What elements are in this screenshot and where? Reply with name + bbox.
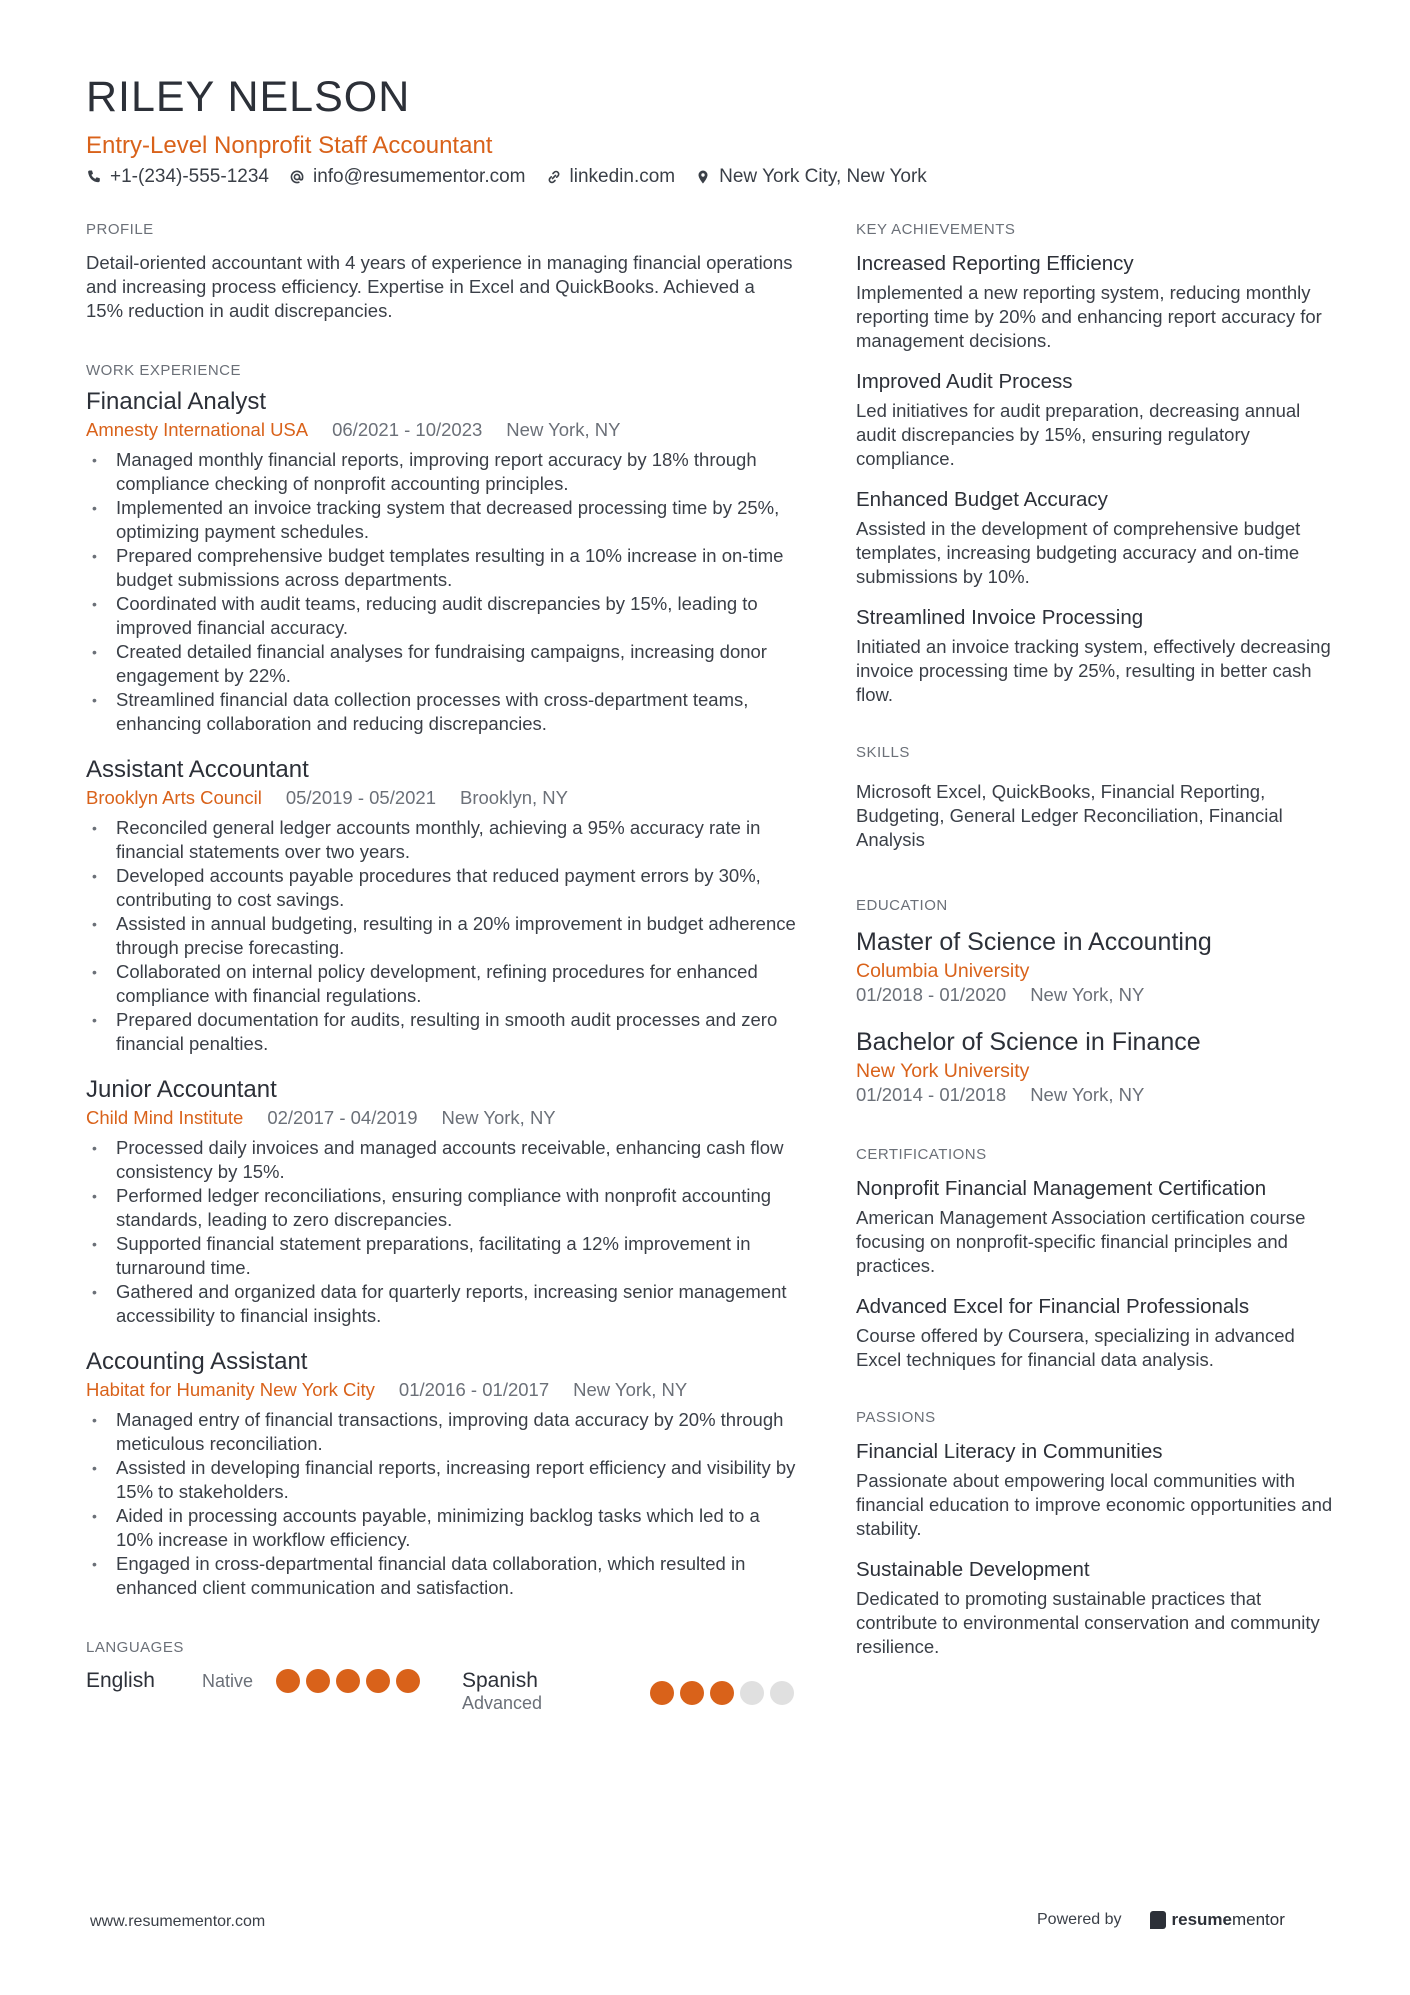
phone-icon (86, 169, 102, 185)
education-item (856, 927, 1336, 1007)
brand-logo[interactable] (1150, 1910, 1285, 1930)
link-icon (546, 169, 562, 185)
achievement-title: Streamlined Invoice Processing (856, 606, 1144, 629)
language-level: Native (202, 1670, 254, 1691)
contact-email[interactable] (289, 166, 526, 188)
rating-dot-empty (770, 1681, 794, 1705)
contact-location-text: New York City, New York (719, 166, 927, 187)
achievement-title: Enhanced Budget Accuracy (856, 488, 1108, 511)
job-location: New York, NY (441, 1107, 556, 1128)
achievement-item (856, 251, 1336, 353)
bullet-item: • Implemented an invoice tracking system that decreased processing time by 25%, optimizing payment schedules. (86, 496, 796, 544)
passions-section (856, 1410, 1336, 1659)
certification-title: Advanced Excel for Financial Professionals (856, 1295, 1250, 1318)
degree-title: Bachelor of Science in Finance (856, 1028, 1201, 1056)
job-location: New York, NY (573, 1379, 688, 1400)
job-bullets (86, 1136, 796, 1328)
certification-item (856, 1176, 1336, 1278)
rating-dot-filled (650, 1681, 674, 1705)
bullet-item: • Streamlined financial data collection processes with cross-department teams, enhancing collaboration and reducing discrepancies. (86, 688, 796, 736)
job-location: Brooklyn, NY (460, 787, 568, 808)
achievement-item (856, 369, 1336, 471)
education-section (856, 898, 1336, 1107)
brand-name-bold: resume (1171, 1910, 1232, 1929)
job-title: Financial Analyst (86, 388, 267, 415)
school-name: Columbia University (856, 960, 1030, 982)
footer-branding (1037, 1910, 1285, 1930)
job-entry (86, 388, 796, 736)
job-bullets (86, 816, 796, 1056)
education-dates: 01/2018 - 01/2020 (856, 984, 1007, 1005)
company-name: Child Mind Institute (86, 1107, 244, 1128)
contact-linkedin-text: linkedin.com (569, 166, 676, 187)
skills-section (856, 745, 1336, 852)
passion-title: Sustainable Development (856, 1558, 1090, 1581)
passion-desc: Passionate about empowering local communities with financial education to improve economic opportunities and stability. (856, 1470, 1333, 1539)
job-title: Accounting Assistant (86, 1348, 308, 1375)
education-meta (856, 983, 1336, 1007)
contact-email-text: info@resumementor.com (312, 166, 526, 187)
job-meta (86, 1378, 796, 1402)
education-meta (856, 1083, 1336, 1107)
bullet-item: • Aided in processing accounts payable, minimizing backlog tasks which led to a 10% increase in workflow efficiency. (86, 1504, 796, 1552)
at-icon (289, 169, 305, 185)
passion-desc: Dedicated to promoting sustainable practices that contribute to environmental conservation and community resilience. (856, 1588, 1320, 1657)
job-entry (86, 1076, 796, 1328)
job-meta (86, 418, 796, 442)
passion-item (856, 1439, 1336, 1541)
degree-title: Master of Science in Accounting (856, 928, 1212, 956)
rating-dot-empty (740, 1681, 764, 1705)
job-dates: 02/2017 - 04/2019 (267, 1107, 418, 1128)
bullet-item: • Managed entry of financial transactions, improving data accuracy by 20% through meticulous reconciliation. (86, 1408, 796, 1456)
education-location: New York, NY (1030, 1084, 1145, 1105)
language-rating (276, 1669, 420, 1693)
job-meta (86, 1106, 796, 1130)
education-item (856, 1027, 1336, 1107)
section-heading: CERTIFICATIONS (856, 1146, 987, 1163)
job-dates: 01/2016 - 01/2017 (398, 1379, 550, 1400)
key-achievements-section (856, 222, 1336, 707)
profile-summary: Detail-oriented accountant with 4 years of experience in managing financial operations and increasing process efficiency. Expertise in Excel and QuickBooks. Achieved a 15% reduction in audit discrepancies. (86, 252, 793, 321)
job-entry (86, 1348, 796, 1600)
rating-dot-filled (336, 1669, 360, 1693)
section-heading: KEY ACHIEVEMENTS (856, 221, 1016, 238)
bullet-item: • Performed ledger reconciliations, ensuring compliance with nonprofit accounting standards, leading to zero discrepancies. (86, 1184, 796, 1232)
section-heading: PROFILE (86, 221, 154, 238)
powered-by-label: Powered by (1037, 1911, 1122, 1928)
language-spanish (462, 1669, 794, 1714)
location-pin-icon (695, 169, 711, 185)
job-entry (86, 756, 796, 1056)
candidate-name: RILEY NELSON (86, 73, 411, 121)
language-rating (650, 1681, 794, 1705)
achievement-item (856, 605, 1336, 707)
languages-list (86, 1669, 796, 1714)
contact-bar (86, 166, 927, 188)
job-bullets (86, 448, 796, 736)
achievement-desc: Led initiatives for audit preparation, decreasing annual audit discrepancies by 15%, ensuring regulatory compliance. (856, 400, 1301, 469)
section-heading: LANGUAGES (86, 1639, 184, 1656)
rating-dot-filled (276, 1669, 300, 1693)
education-dates: 01/2014 - 01/2018 (856, 1084, 1007, 1105)
bullet-item: • Supported financial statement preparations, facilitating a 12% improvement in turnaround time. (86, 1232, 796, 1280)
school-name: New York University (856, 1060, 1030, 1082)
rating-dot-filled (710, 1681, 734, 1705)
language-level: Advanced (462, 1693, 543, 1713)
candidate-title: Entry-Level Nonprofit Staff Accountant (86, 132, 493, 159)
right-column (856, 222, 1336, 1659)
language-name: Spanish (462, 1669, 538, 1692)
passion-title: Financial Literacy in Communities (856, 1440, 1163, 1463)
achievement-desc: Initiated an invoice tracking system, effectively decreasing invoice processing time by 25%, resulting in better cash flow. (856, 636, 1331, 705)
skills-list: Microsoft Excel, QuickBooks, Financial Reporting, Budgeting, General Ledger Reconciliation, Financial Analysis (856, 781, 1283, 850)
job-bullets (86, 1408, 796, 1600)
job-dates: 05/2019 - 05/2021 (285, 787, 437, 808)
bullet-item: • Processed daily invoices and managed accounts receivable, enhancing cash flow consistency by 15%. (86, 1136, 796, 1184)
achievement-item (856, 487, 1336, 589)
bullet-item: • Prepared documentation for audits, resulting in smooth audit processes and zero financial penalties. (86, 1008, 796, 1056)
certifications-section (856, 1147, 1336, 1372)
rating-dot-filled (366, 1669, 390, 1693)
language-english (86, 1669, 462, 1693)
bullet-item: • Created detailed financial analyses for fundraising campaigns, increasing donor engagement by 22%. (86, 640, 796, 688)
bullet-item: • Gathered and organized data for quarterly reports, increasing senior management accessibility to financial insights. (86, 1280, 796, 1328)
contact-linkedin[interactable] (546, 166, 676, 188)
section-heading: WORK EXPERIENCE (86, 362, 242, 379)
bullet-item: • Prepared comprehensive budget templates resulting in a 10% increase in on-time budget submissions across departments. (86, 544, 796, 592)
company-name: Brooklyn Arts Council (86, 787, 262, 808)
resumementor-logo-icon (1150, 1911, 1166, 1929)
achievement-title: Improved Audit Process (856, 370, 1073, 393)
job-meta (86, 786, 796, 810)
language-name: English (86, 1669, 155, 1692)
left-column (86, 222, 796, 1714)
job-location: New York, NY (506, 419, 621, 440)
company-name: Amnesty International USA (86, 419, 309, 440)
achievement-desc: Implemented a new reporting system, reducing monthly reporting time by 20% and enhancing report accuracy for management decisions. (856, 282, 1322, 351)
certification-desc: Course offered by Coursera, specializing in advanced Excel techniques for financial data analysis. (856, 1325, 1295, 1370)
contact-phone-text: +1-(234)-555-1234 (110, 166, 269, 187)
bullet-item: • Managed monthly financial reports, improving report accuracy by 18% through compliance checking of nonprofit accounting principles. (86, 448, 796, 496)
achievement-title: Increased Reporting Efficiency (856, 252, 1134, 275)
certification-title: Nonprofit Financial Management Certification (856, 1177, 1267, 1200)
footer-website[interactable]: www.resumementor.com (90, 1913, 266, 1930)
section-heading: EDUCATION (856, 897, 948, 914)
rating-dot-filled (680, 1681, 704, 1705)
languages-section (86, 1640, 796, 1714)
bullet-item: • Assisted in developing financial reports, increasing report efficiency and visibility by 15% to stakeholders. (86, 1456, 796, 1504)
job-title: Junior Accountant (86, 1076, 277, 1103)
section-heading: PASSIONS (856, 1409, 936, 1426)
work-experience-section (86, 363, 796, 1600)
bullet-item: • Collaborated on internal policy development, refining procedures for enhanced compliance with financial regulations. (86, 960, 796, 1008)
section-heading: SKILLS (856, 744, 910, 761)
contact-phone[interactable] (86, 166, 269, 188)
achievement-desc: Assisted in the development of comprehensive budget templates, increasing budgeting accuracy and on-time submissions by 10%. (856, 518, 1301, 587)
job-title: Assistant Accountant (86, 756, 309, 783)
language-text (462, 1669, 650, 1714)
rating-dot-filled (396, 1669, 420, 1693)
bullet-item: • Reconciled general ledger accounts monthly, achieving a 95% accuracy rate in financial statements over two years. (86, 816, 796, 864)
profile-section (86, 222, 796, 323)
bullet-item: • Developed accounts payable procedures that reduced payment errors by 30%, contributing to cost savings. (86, 864, 796, 912)
contact-location (695, 166, 927, 188)
certification-item (856, 1294, 1336, 1372)
brand-name-rest: mentor (1231, 1910, 1285, 1929)
bullet-item: • Engaged in cross-departmental financial data collaboration, which resulted in enhanced client communication and satisfaction. (86, 1552, 796, 1600)
bullet-item: • Coordinated with audit teams, reducing audit discrepancies by 15%, leading to improved financial accuracy. (86, 592, 796, 640)
bullet-item: • Assisted in annual budgeting, resulting in a 20% improvement in budget adherence through precise forecasting. (86, 912, 796, 960)
passion-item (856, 1557, 1336, 1659)
brand-name (1172, 1910, 1285, 1930)
company-name: Habitat for Humanity New York City (86, 1379, 375, 1400)
rating-dot-filled (306, 1669, 330, 1693)
education-location: New York, NY (1030, 984, 1145, 1005)
job-dates: 06/2021 - 10/2023 (332, 419, 483, 440)
certification-desc: American Management Association certification course focusing on nonprofit-specific financial principles and practices. (856, 1207, 1306, 1276)
